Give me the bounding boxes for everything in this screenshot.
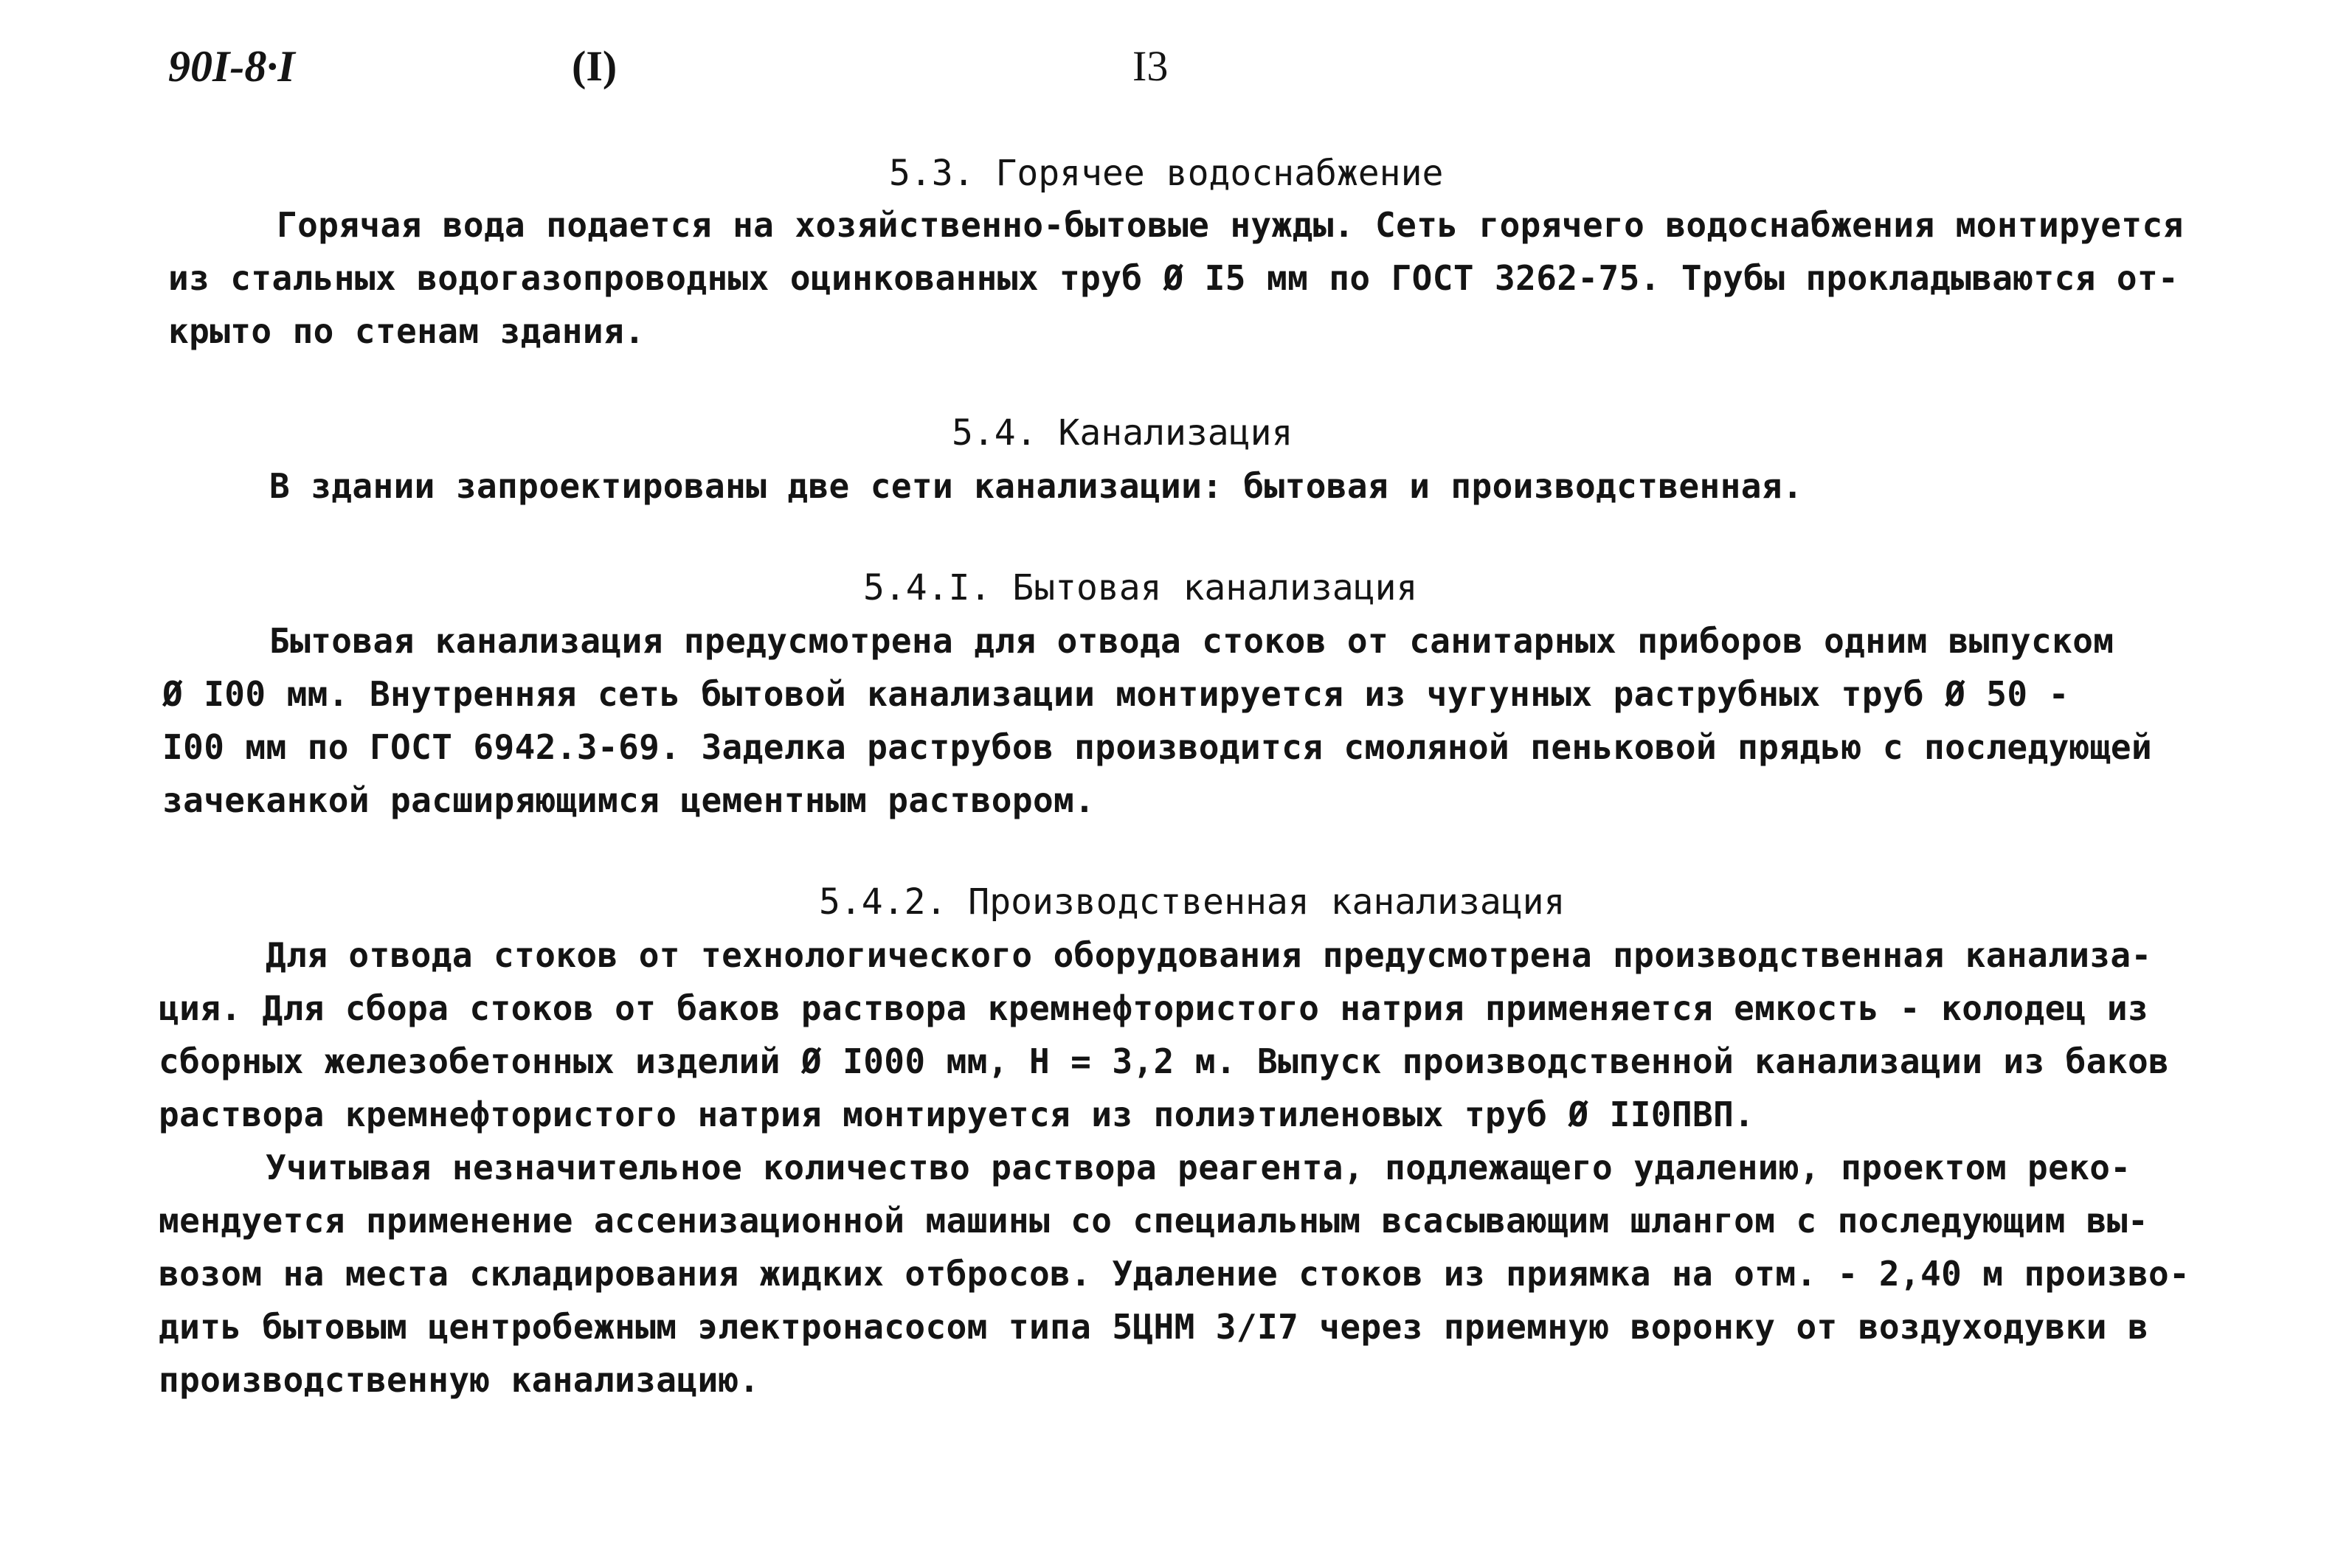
paragraph-line: сборных железобетонных изделий Ø I000 мм, Н = 3,2 м. Выпуск производственной канализации из баков [159,1041,2170,1081]
paragraph-line: Горячая вода подается на хозяйственно-бытовые нужды. Сеть горячего водоснабжения монтируется [277,205,2184,245]
section-heading-sewerage: 5.4. Канализация [952,412,1293,454]
page-number: I3 [1132,42,1169,90]
paragraph-line: мендуется применение ассенизационной машины со специальным всасывающим шлангом с последующим вы- [159,1201,2149,1241]
paragraph-line: из стальных водогазопроводных оцинкованных труб Ø I5 мм по ГОСТ 3262-75. Трубы прокладываются от- [168,258,2179,298]
paragraph-line: возом на места складирования жидких отбросов. Удаление стоков из приямка на отм. - 2,40 м произво- [159,1254,2190,1294]
paragraph-line: Бытовая канализация предусмотрена для отвода стоков от санитарных приборов одним выпуском [269,621,2114,661]
section-heading-hot-water: 5.3. Горячее водоснабжение [889,153,1444,194]
paragraph-line: крыто по стенам здания. [168,311,646,351]
paragraph-line: раствора кремнефтористого натрия монтируется из полиэтиленовых труб Ø II0ПВП. [159,1095,1755,1134]
paragraph-line: производственную канализацию. [159,1360,760,1400]
paragraph-line: Учитывая незначительное количество раствора реагента, подлежащего удалению, проектом реко- [266,1148,2131,1187]
document-code: 90I-8·I [168,42,295,91]
paragraph-line: Ø I00 мм. Внутренняя сеть бытовой канализации монтируется из чугунных раструбных труб Ø 50 - [162,674,2069,714]
paragraph-line: дить бытовым центробежным электронасосом типа 5ЦНМ 3/I7 через приемную воронку от воздуходувки в [159,1307,2149,1347]
paragraph-line: I00 мм по ГОСТ 6942.3-69. Заделка раструбов производится смоляной пеньковой прядью с последующей [162,727,2153,767]
paragraph-line: зачеканкой расширяющимся цементным раствором. [162,780,1096,820]
paragraph-line: В здании запроектированы две сети канализации: бытовая и производственная. [269,466,1803,506]
volume-number: (I) [572,42,618,90]
section-heading-domestic-sewerage: 5.4.I. Бытовая канализация [863,567,1418,608]
paragraph-line: Для отвода стоков от технологического оборудования предусмотрена производственная канализа- [266,935,2152,975]
paragraph-line: ция. Для сбора стоков от баков раствора кремнефтористого натрия применяется емкость - колодец из [159,988,2149,1028]
section-heading-industrial-sewerage: 5.4.2. Производственная канализация [819,881,1566,923]
